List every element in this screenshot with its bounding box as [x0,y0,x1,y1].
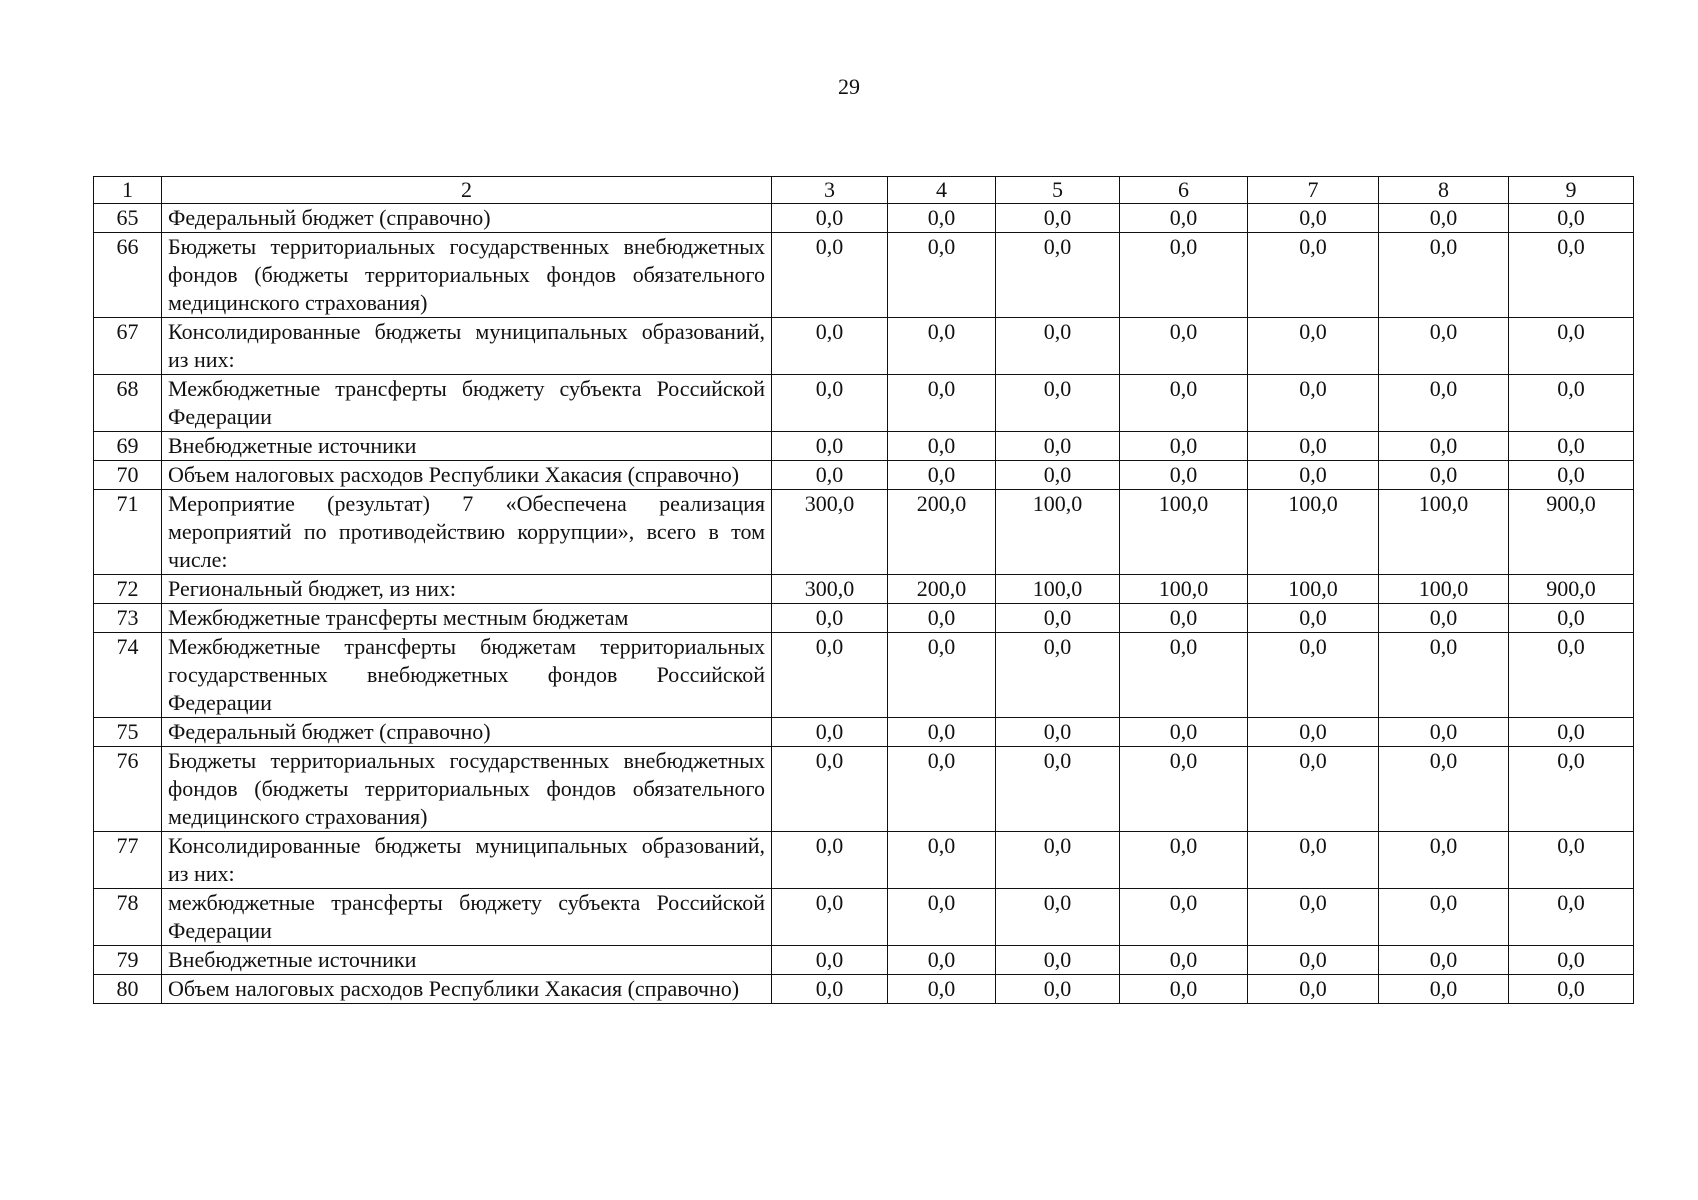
row-value-col-8: 0,0 [1379,461,1509,490]
row-value-col-4: 200,0 [888,575,996,604]
row-value-col-3: 0,0 [772,604,888,633]
row-description: Межбюджетные трансферты бюджетам территориальных государственных внебюджетных фондов Российской Федерации [162,633,772,718]
row-value-col-8: 0,0 [1379,718,1509,747]
row-value-col-7: 100,0 [1248,490,1379,575]
row-description: Межбюджетные трансферты бюджету субъекта Российской Федерации [162,375,772,432]
row-description: Внебюджетные источники [162,432,772,461]
row-value-col-7: 100,0 [1248,575,1379,604]
row-value-col-8: 0,0 [1379,432,1509,461]
row-number: 79 [94,946,162,975]
row-value-col-3: 0,0 [772,375,888,432]
row-value-col-7: 0,0 [1248,375,1379,432]
row-value-col-9: 0,0 [1509,461,1634,490]
table-row [94,490,1634,575]
row-value-col-3: 0,0 [772,718,888,747]
row-number: 69 [94,432,162,461]
table-row [94,832,1634,889]
row-value-col-3: 0,0 [772,889,888,946]
row-value-col-4: 0,0 [888,975,996,1004]
table-row [94,633,1634,718]
row-value-col-5: 0,0 [996,718,1120,747]
row-value-col-3: 0,0 [772,946,888,975]
row-value-col-6: 0,0 [1120,318,1248,375]
row-value-col-4: 0,0 [888,432,996,461]
table-row [94,432,1634,461]
row-value-col-7: 0,0 [1248,604,1379,633]
row-value-col-4: 0,0 [888,832,996,889]
row-value-col-4: 0,0 [888,375,996,432]
row-value-col-6: 0,0 [1120,633,1248,718]
row-value-col-7: 0,0 [1248,975,1379,1004]
row-value-col-9: 0,0 [1509,633,1634,718]
row-description: Консолидированные бюджеты муниципальных образований, из них: [162,832,772,889]
row-value-col-3: 0,0 [772,461,888,490]
row-value-col-7: 0,0 [1248,633,1379,718]
row-value-col-5: 0,0 [996,633,1120,718]
table-row [94,575,1634,604]
table-row [94,718,1634,747]
column-header: 7 [1248,177,1379,204]
row-description: межбюджетные трансферты бюджету субъекта Российской Федерации [162,889,772,946]
row-value-col-4: 0,0 [888,318,996,375]
row-value-col-6: 0,0 [1120,946,1248,975]
row-number: 78 [94,889,162,946]
row-value-col-5: 0,0 [996,432,1120,461]
row-value-col-5: 0,0 [996,747,1120,832]
column-header: 2 [162,177,772,204]
column-header: 6 [1120,177,1248,204]
row-value-col-6: 0,0 [1120,233,1248,318]
row-value-col-8: 0,0 [1379,604,1509,633]
row-value-col-9: 0,0 [1509,975,1634,1004]
row-number: 70 [94,461,162,490]
row-number: 76 [94,747,162,832]
row-value-col-9: 0,0 [1509,832,1634,889]
row-value-col-4: 0,0 [888,946,996,975]
row-value-col-7: 0,0 [1248,832,1379,889]
row-number: 77 [94,832,162,889]
table-row [94,318,1634,375]
row-value-col-8: 0,0 [1379,832,1509,889]
row-value-col-8: 100,0 [1379,575,1509,604]
row-description: Мероприятие (результат) 7 «Обеспечена реализация мероприятий по противодействию коррупции», всего в том числе: [162,490,772,575]
column-header: 5 [996,177,1120,204]
column-header: 4 [888,177,996,204]
row-description: Федеральный бюджет (справочно) [162,718,772,747]
table-row [94,604,1634,633]
row-value-col-6: 0,0 [1120,975,1248,1004]
table-row [94,375,1634,432]
row-number: 71 [94,490,162,575]
row-value-col-3: 300,0 [772,490,888,575]
header-row [94,177,1634,204]
row-number: 80 [94,975,162,1004]
row-description: Бюджеты территориальных государственных внебюджетных фондов (бюджеты территориальных фондов обязательного медицинского страхования) [162,747,772,832]
row-value-col-4: 0,0 [888,204,996,233]
row-value-col-4: 0,0 [888,889,996,946]
row-value-col-8: 0,0 [1379,747,1509,832]
row-value-col-5: 0,0 [996,233,1120,318]
row-value-col-9: 0,0 [1509,889,1634,946]
row-value-col-9: 0,0 [1509,718,1634,747]
row-description: Межбюджетные трансферты местным бюджетам [162,604,772,633]
row-value-col-6: 0,0 [1120,889,1248,946]
row-value-col-5: 100,0 [996,490,1120,575]
row-value-col-7: 0,0 [1248,432,1379,461]
budget-table [93,176,1634,1004]
row-number: 72 [94,575,162,604]
table-row [94,233,1634,318]
row-number: 65 [94,204,162,233]
row-value-col-7: 0,0 [1248,889,1379,946]
row-value-col-4: 0,0 [888,461,996,490]
row-value-col-5: 0,0 [996,461,1120,490]
row-value-col-9: 0,0 [1509,604,1634,633]
row-number: 67 [94,318,162,375]
column-header: 9 [1509,177,1634,204]
row-number: 73 [94,604,162,633]
row-value-col-3: 0,0 [772,233,888,318]
row-value-col-9: 0,0 [1509,375,1634,432]
row-value-col-6: 0,0 [1120,718,1248,747]
column-header: 8 [1379,177,1509,204]
row-description: Федеральный бюджет (справочно) [162,204,772,233]
row-value-col-9: 0,0 [1509,747,1634,832]
table-body [94,177,1634,1004]
row-value-col-8: 0,0 [1379,975,1509,1004]
column-header: 1 [94,177,162,204]
row-value-col-8: 0,0 [1379,204,1509,233]
row-value-col-5: 0,0 [996,604,1120,633]
row-value-col-3: 0,0 [772,747,888,832]
row-description: Объем налоговых расходов Республики Хакасия (справочно) [162,975,772,1004]
row-value-col-6: 0,0 [1120,432,1248,461]
row-description: Внебюджетные источники [162,946,772,975]
row-value-col-4: 0,0 [888,604,996,633]
row-value-col-5: 0,0 [996,375,1120,432]
row-value-col-9: 0,0 [1509,233,1634,318]
row-value-col-8: 0,0 [1379,375,1509,432]
row-value-col-8: 0,0 [1379,633,1509,718]
row-value-col-6: 0,0 [1120,604,1248,633]
row-value-col-8: 100,0 [1379,490,1509,575]
row-value-col-7: 0,0 [1248,204,1379,233]
row-value-col-4: 200,0 [888,490,996,575]
table-row [94,461,1634,490]
row-value-col-5: 0,0 [996,318,1120,375]
row-value-col-9: 0,0 [1509,432,1634,461]
row-value-col-4: 0,0 [888,747,996,832]
row-value-col-7: 0,0 [1248,718,1379,747]
table-row [94,889,1634,946]
row-description: Объем налоговых расходов Республики Хакасия (справочно) [162,461,772,490]
row-value-col-8: 0,0 [1379,889,1509,946]
row-value-col-4: 0,0 [888,633,996,718]
row-value-col-4: 0,0 [888,233,996,318]
row-value-col-6: 0,0 [1120,747,1248,832]
row-value-col-3: 0,0 [772,204,888,233]
row-value-col-9: 900,0 [1509,490,1634,575]
row-value-col-8: 0,0 [1379,233,1509,318]
row-value-col-5: 0,0 [996,204,1120,233]
row-value-col-6: 0,0 [1120,461,1248,490]
row-value-col-7: 0,0 [1248,318,1379,375]
row-description: Консолидированные бюджеты муниципальных образований, из них: [162,318,772,375]
row-value-col-9: 900,0 [1509,575,1634,604]
row-value-col-4: 0,0 [888,718,996,747]
row-number: 66 [94,233,162,318]
row-value-col-6: 0,0 [1120,832,1248,889]
row-value-col-5: 0,0 [996,832,1120,889]
row-value-col-6: 100,0 [1120,575,1248,604]
row-description: Бюджеты территориальных государственных внебюджетных фондов (бюджеты территориальных фондов обязательного медицинского страхования) [162,233,772,318]
row-number: 74 [94,633,162,718]
row-description: Региональный бюджет, из них: [162,575,772,604]
row-value-col-5: 0,0 [996,889,1120,946]
row-value-col-5: 0,0 [996,946,1120,975]
row-number: 68 [94,375,162,432]
row-value-col-3: 0,0 [772,832,888,889]
table-row [94,747,1634,832]
row-value-col-9: 0,0 [1509,946,1634,975]
row-value-col-7: 0,0 [1248,747,1379,832]
row-value-col-6: 0,0 [1120,375,1248,432]
row-value-col-8: 0,0 [1379,318,1509,375]
row-value-col-3: 0,0 [772,432,888,461]
row-value-col-5: 0,0 [996,975,1120,1004]
column-header: 3 [772,177,888,204]
row-number: 75 [94,718,162,747]
row-value-col-7: 0,0 [1248,461,1379,490]
row-value-col-6: 0,0 [1120,204,1248,233]
row-value-col-7: 0,0 [1248,946,1379,975]
row-value-col-6: 100,0 [1120,490,1248,575]
row-value-col-9: 0,0 [1509,318,1634,375]
row-value-col-7: 0,0 [1248,233,1379,318]
row-value-col-3: 0,0 [772,633,888,718]
row-value-col-3: 300,0 [772,575,888,604]
table-row [94,204,1634,233]
row-value-col-8: 0,0 [1379,946,1509,975]
page-number: 29 [838,74,860,99]
row-value-col-5: 100,0 [996,575,1120,604]
table-row [94,946,1634,975]
row-value-col-3: 0,0 [772,975,888,1004]
table-row [94,975,1634,1004]
row-value-col-9: 0,0 [1509,204,1634,233]
row-value-col-3: 0,0 [772,318,888,375]
